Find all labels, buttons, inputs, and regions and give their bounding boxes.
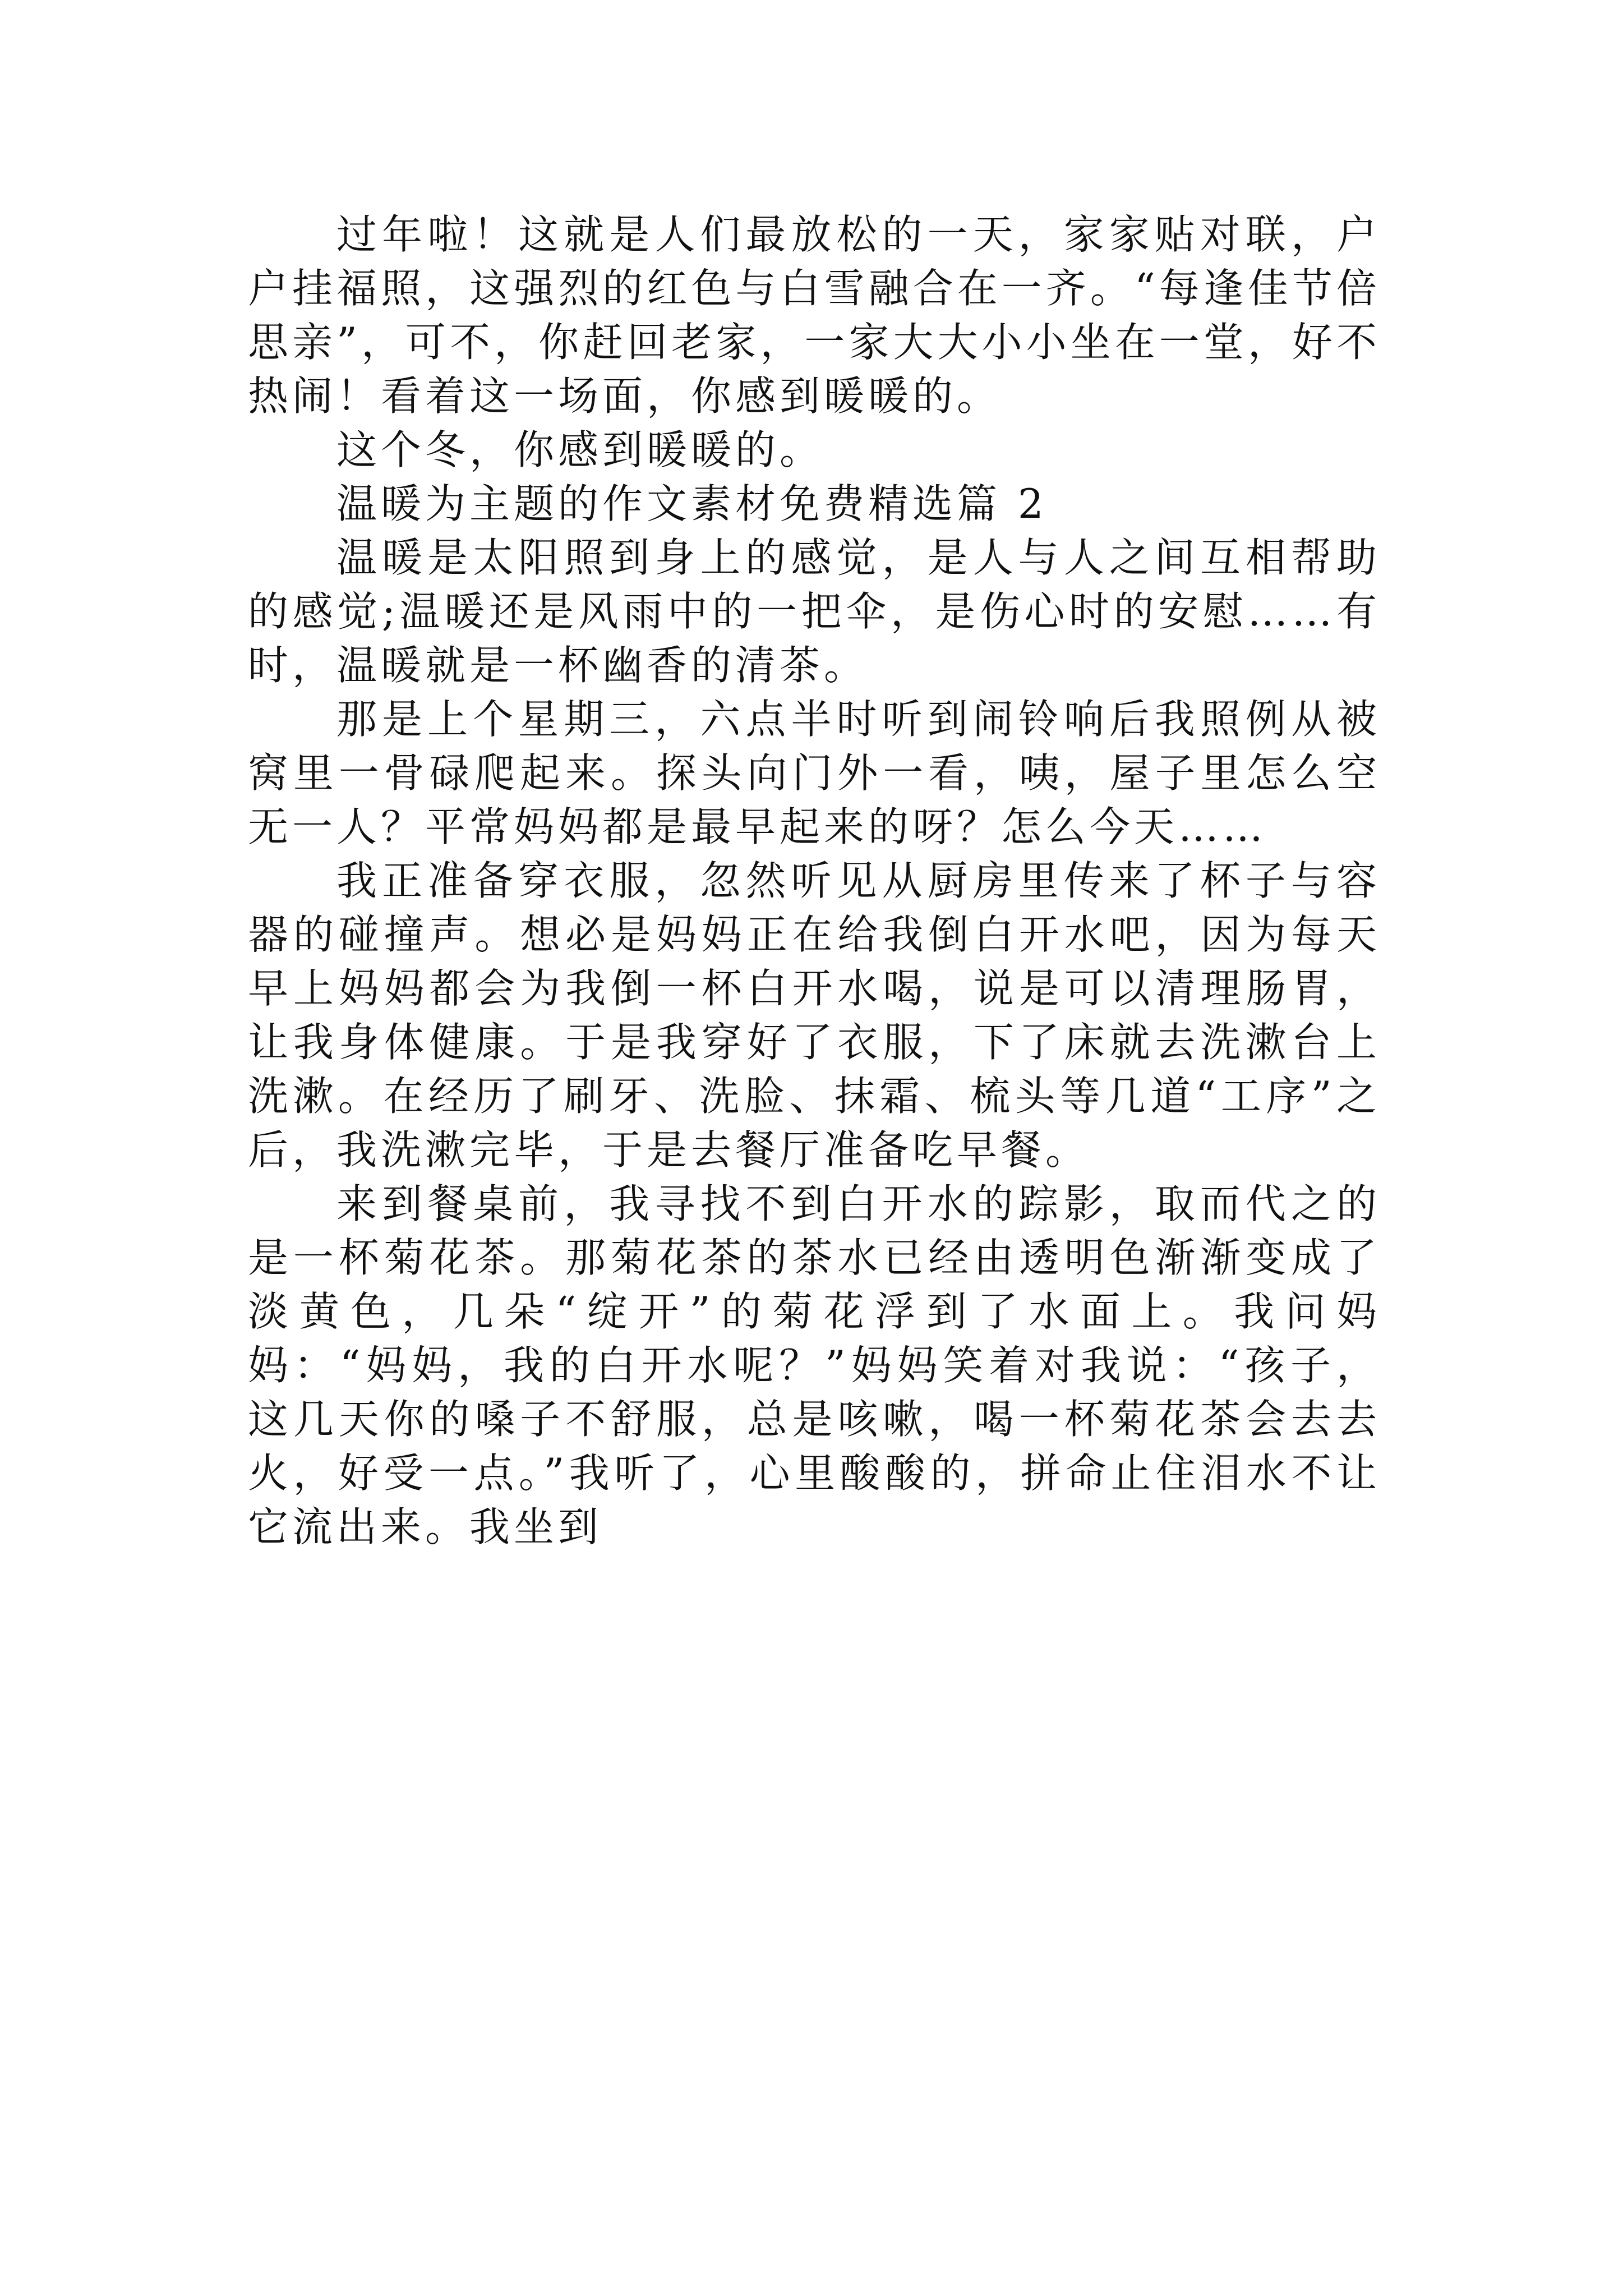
paragraph-new-year: 过年啦！这就是人们最放松的一天，家家贴对联，户户挂福照，这强烈的红色与白雪融合在一齐。“每逢佳节倍思亲”，可不，你赶回老家，一家大大小小坐在一堂，好不热闹！看着这一场面，你感到暖暖的。 — [248, 211, 1381, 420]
paragraph-chrysanthemum-tea: 来到餐桌前，我寻找不到白开水的踪影，取而代之的是一杯菊花茶。那菊花茶的茶水已经由透明色渐渐变成了淡黄色，几朵“绽开”的菊花浮到了水面上。我问妈妈：“妈妈，我的白开水呢？”妈妈笑着对我说：“孩子，这几天你的嗓子不舒服，总是咳嗽，喝一杯菊花茶会去去火，好受一点。”我听了，心里酸酸的，拼命止住泪水不让它流出来。我坐到 — [248, 1180, 1381, 1550]
document-body — [248, 208, 1381, 1554]
paragraph-getting-ready: 我正准备穿衣服，忽然听见从厨房里传来了杯子与容器的碰撞声。想必是妈妈正在给我倒白开水吧，因为每天早上妈妈都会为我倒一杯白开水喝，说是可以清理肠胃，让我身体健康。于是我穿好了衣服，下了床就去洗漱台上洗漱。在经历了刷牙、洗脸、抹霜、梳头等几道“工序”之后，我洗漱完毕，于是去餐厅准备吃早餐。 — [248, 857, 1381, 1174]
paragraph-winter-warmth: 这个冬，你感到暖暖的。 — [336, 426, 824, 473]
paragraph-wednesday-morning: 那是上个星期三，六点半时听到闹铃响后我照例从被窝里一骨碌爬起来。探头向门外一看，咦，屋子里怎么空无一人？平常妈妈都是最早起来的呀？怎么今天…… — [248, 696, 1381, 850]
paragraph-warmth-definition: 温暖是太阳照到身上的感觉，是人与人之间互相帮助的感觉;温暖还是风雨中的一把伞，是伤心时的安慰……有时，温暖就是一杯幽香的清茶。 — [248, 534, 1381, 689]
section-heading: 温暖为主题的作文素材免费精选篇 2 — [336, 480, 1048, 527]
